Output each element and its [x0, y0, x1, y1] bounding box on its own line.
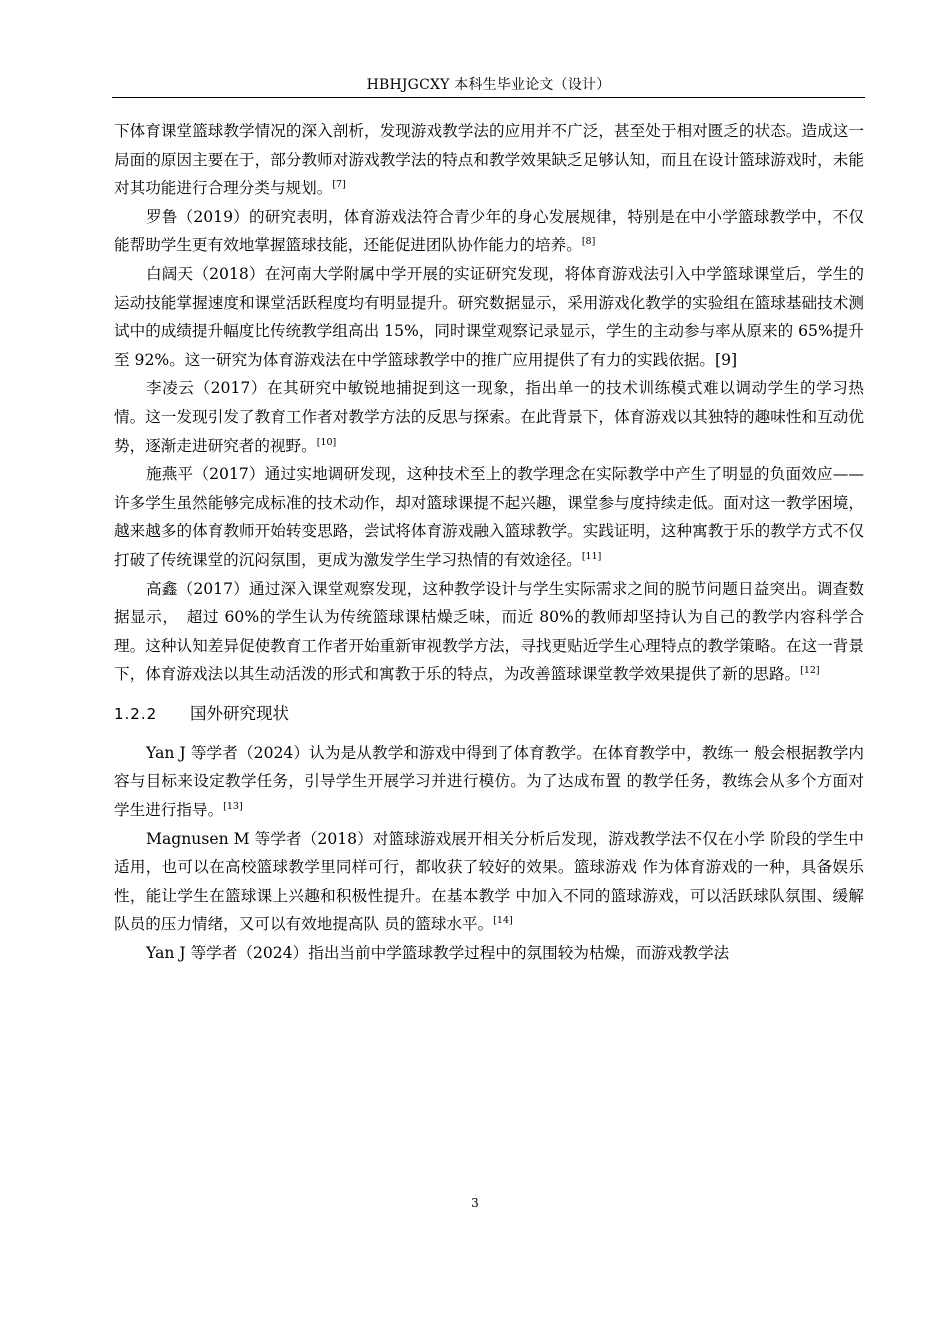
section-number: 1.2.2: [114, 704, 158, 723]
paragraph-magnusen: Magnusen M 等学者（2018）对篮球游戏展开相关分析后发现，游戏教学法不仅在小学 阶段的学生中适用，也可以在高校篮球教学里同样可行，都收获了较好的效果。篮球游戏 作为体育游戏的一种，具备娱乐性，能让学生在篮球课上兴趣和积极性提升。在基本教学 中加入不同的篮球游戏，可以活跃球队氛围、缓解队员的压力情绪，又可以有效地提高队 员的篮球水平。[14]: [114, 829, 864, 934]
page-number: 3: [471, 1196, 479, 1210]
citation-ref: [14]: [493, 915, 513, 927]
citation-ref: [11]: [581, 550, 602, 562]
citation-ref: [7]: [332, 179, 346, 190]
paragraph-gaoxin: 高鑫（2017）通过深入课堂观察发现，这种教学设计与学生实际需求之间的脱节问题日益突出。调查数据显示， 超过 60%的学生认为传统篮球课枯燥乏味，而近 80%的教师却坚持认为自己的教学内容科学合理。这种认知差异促使教育工作者开始重新审视教学方法，寻找更贴近学生心理特点的教学策略。在这一背景下，体育游戏法以其生动活泼的形式和寓教于乐的特点，为改善篮球课堂教学效果提供了新的思路。[12]: [114, 579, 864, 684]
running-header: HBHJGCXY 本科生毕业论文（设计）: [366, 77, 611, 93]
header-rule: [112, 97, 865, 98]
citation-ref: [10]: [316, 436, 337, 448]
citation-ref: [13]: [223, 800, 243, 812]
paragraph-lilingyun: 李凌云（2017）在其研究中敏锐地捕捉到这一现象，指出单一的技术训练模式难以调动学生的学习热情。这一发现引发了教育工作者对教学方法的反思与探索。在此背景下，体育游戏以其独特的趣味性和互动优势，逐渐走进研究者的视野。[10]: [114, 379, 864, 455]
citation-ref: [12]: [800, 665, 820, 677]
paragraph-yanj: Yan J 等学者（2024）认为是从教学和游戏中得到了体育教学。在体育教学中，教练一 般会根据教学内容与目标来设定教学任务，引导学生开展学习并进行模仿。为了达成布置 的教学任务，教练会从多个方面对学生进行指导。[13]: [114, 743, 864, 820]
paragraph-yanj-2: Yan J 等学者（2024）指出当前中学篮球教学过程中的氛围较为枯燥，而游戏教学法: [146, 944, 730, 963]
body-text: [114, 117, 864, 968]
section-heading: [114, 700, 864, 728]
citation-ref: [8]: [581, 236, 596, 248]
paragraph-continued: 下体育课堂篮球教学情况的深入剖析，发现游戏教学法的应用并不广泛，甚至处于相对匮乏的状态。造成这一局面的原因主要在于，部分教师对游戏教学法的特点和教学效果缺乏足够认知，而且在设计篮球游戏时，未能对其功能进行合理分类与规划。[7]: [114, 122, 864, 198]
paragraph-luolu: 罗鲁（2019）的研究表明，体育游戏法符合青少年的身心发展规律，特别是在中小学篮球教学中，不仅能帮助学生更有效地掌握篮球技能，还能促进团队协作能力的培养。[8]: [114, 207, 864, 255]
section-title: 国外研究现状: [190, 703, 289, 723]
paragraph-shiyanping: 施燕平（2017）通过实地调研发现，这种技术至上的教学理念在实际教学中产生了明显的负面效应——许多学生虽然能够完成标准的技术动作，却对篮球课提不起兴趣，课堂参与度持续走低。面对这一教学困境，越来越多的体育教师开始转变思路，尝试将体育游戏融入篮球教学。实践证明，这种寓教于乐的教学方式不仅打破了传统课堂的沉闷氛围，更成为激发学生学习热情的有效途径。[11]: [114, 465, 864, 569]
paragraph-baikuotian: 白阔天（2018）在河南大学附属中学开展的实证研究发现，将体育游戏法引入中学篮球课堂后，学生的运动技能掌握速度和课堂活跃程度均有明显提升。研究数据显示，采用游戏化教学的实验组在篮球基础技术测试中的成绩提升幅度比传统教学组高出 15%，同时课堂观察记录显示，学生的主动参与率从原来的 65%提升至 92%。这一研究为体育游戏法在中学篮球教学中的推广应用提供了有力的实践依据。[9]: [114, 264, 864, 369]
